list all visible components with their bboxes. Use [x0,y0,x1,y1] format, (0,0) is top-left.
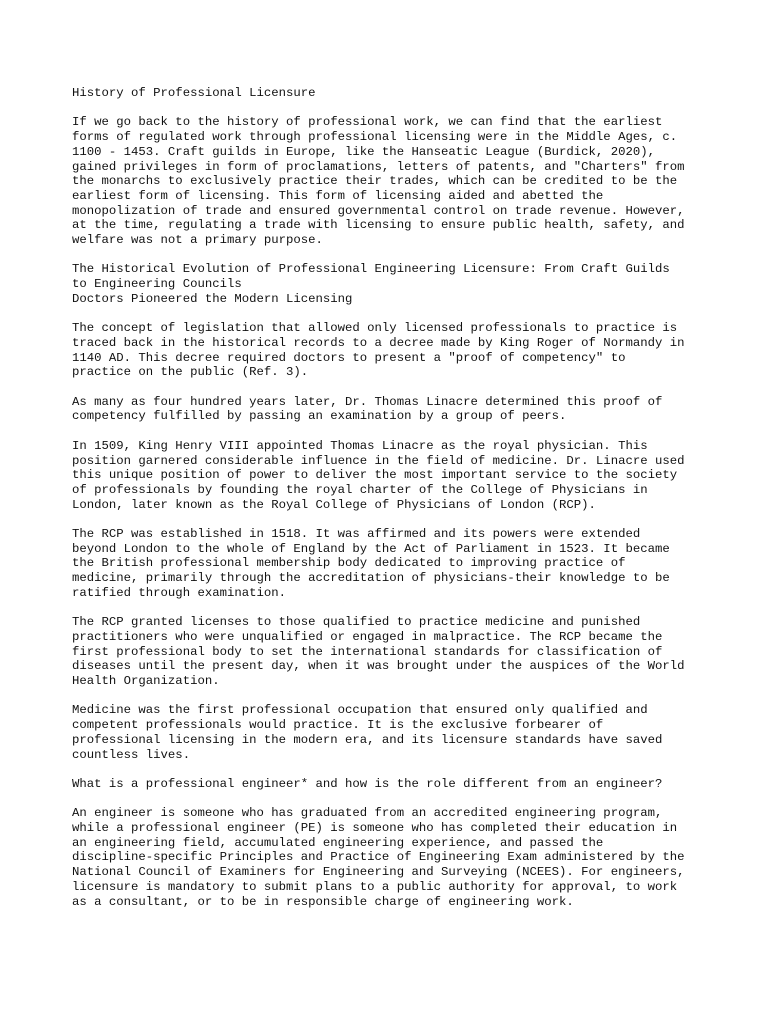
paragraph-king-roger: The concept of legislation that allowed only licensed professionals to practice is traced back in the historical records to a decree made by King Roger of Normandy in 1140 AD. This decree required doctors to present a "proof of competency" to practice on the public (Ref. 3). [72,321,685,380]
intro-paragraph: If we go back to the history of professional work, we can find that the earliest forms of regulated work through professional licensing were in the Middle Ages, c. 1100 - 1453. Craft guilds in Europe, like the Hanseatic League (Burdick, 2020), gained privileges in form of proclamations, letters of patents, and "Charters" from the monarchs to exclusively practice their trades, which can be credited to be the earliest form of licensing. This form of licensing aided and abetted the monopolization of trade and ensured governmental control on trade revenue. However, at the time, regulating a trade with licensing to ensure public health, safety, and welfare was not a primary purpose. [72,115,685,248]
question-heading: What is a professional engineer* and how is the role different from an engineer? [72,776,663,791]
paragraph-rcp-licenses: The RCP granted licenses to those qualified to practice medicine and punished practitioners who were unqualified or engaged in malpractice. The RCP became the first professional body to set the international standards for classification of diseases until the present day, when it was brought under the auspices of the World Health Organization. [72,615,685,689]
document-title: History of Professional Licensure [72,86,316,100]
paragraph-engineer-definition: An engineer is someone who has graduated from an accredited engineering program, while a professional engineer (PE) is someone who has completed their education in an engineering field, accumulated engineering experience, and passed the discipline-specific Principles and Practice of Engineering Exam administered by the National Council of Examiners for Engineering and Surveying (NCEES). For engineers, licensure is mandatory to submit plans to a public authority for approval, to work as a consultant, or to be in responsible charge of engineering work. [72,806,685,909]
subheading: Doctors Pioneered the Modern Licensing [72,291,353,306]
section-heading-block [72,262,712,306]
paragraph-henry-viii: In 1509, King Henry VIII appointed Thomas Linacre as the royal physician. This position garnered considerable influence in the field of medicine. Dr. Linacre used this unique position of power to deliver the most important service to the society of professionals by founding the royal charter of the College of Physicians in London, later known as the Royal College of Physicians of London (RCP). [72,438,685,512]
section-heading: The Historical Evolution of Professional Engineering Licensure: From Craft Guilds to Engineering Councils [72,262,670,292]
paragraph-linacre-exam: As many as four hundred years later, Dr. Thomas Linacre determined this proof of competency fulfilled by passing an examination by a group of peers. [72,394,663,424]
document-page [72,86,712,924]
paragraph-medicine-first: Medicine was the first professional occupation that ensured only qualified and competent professionals would practice. It is the exclusive forbearer of professional licensing in the modern era, and its licensure standards have saved countless lives. [72,703,663,762]
paragraph-rcp-established: The RCP was established in 1518. It was affirmed and its powers were extended beyond London to the whole of England by the Act of Parliament in 1523. It became the British professional membership body dedicated to improving practice of medicine, primarily through the accreditation of physicians-their knowledge to be ratified through examination. [72,527,670,600]
